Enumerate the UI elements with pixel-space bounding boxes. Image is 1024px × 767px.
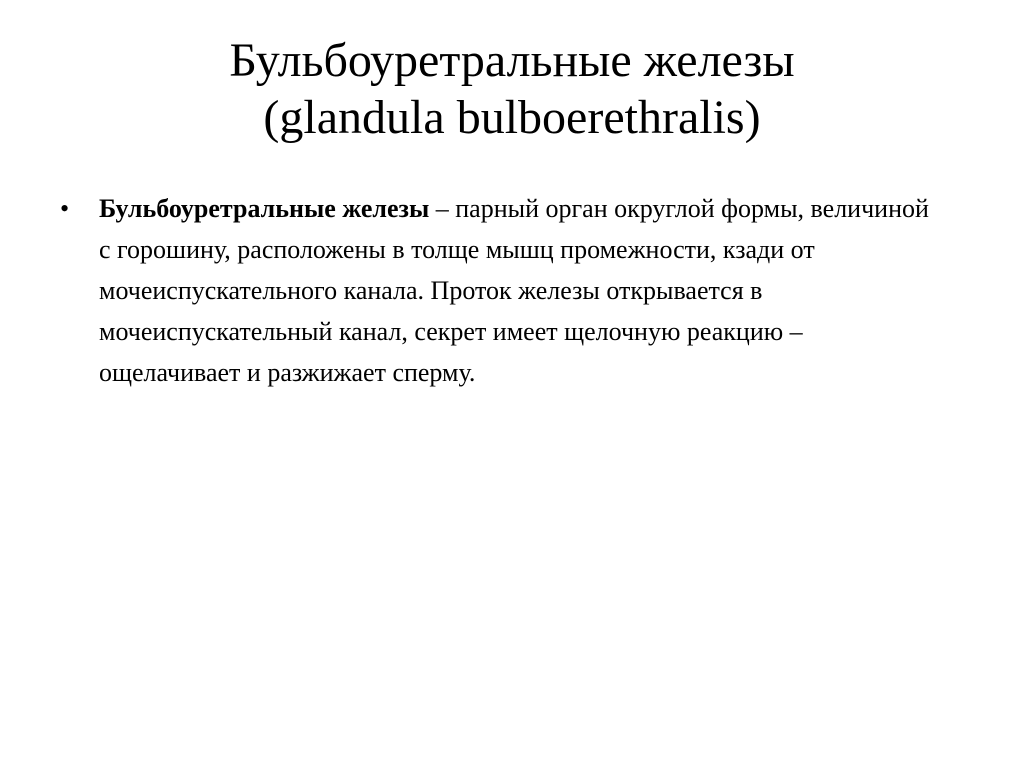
bullet-dash: – bbox=[429, 194, 456, 223]
bullet-term: Бульбоуретральные железы bbox=[99, 194, 430, 223]
title-line-1: Бульбоуретральные железы bbox=[229, 34, 795, 87]
bullet-item bbox=[60, 188, 940, 393]
slide-body bbox=[60, 188, 940, 393]
bullet-dot-icon: • bbox=[60, 194, 70, 223]
title-line-2: (glandula bulboerethralis) bbox=[263, 91, 761, 144]
slide-title bbox=[60, 32, 964, 146]
bullet-definition: парный орган округлой формы, величиной с горошину, расположены в толще мышц промежности, кзади от мочеиспускательного канала. Проток железы открывается в мочеиспускательный канал, секрет имеет щелочную реакцию – ощелачивает и разжижает сперму. bbox=[99, 194, 929, 387]
